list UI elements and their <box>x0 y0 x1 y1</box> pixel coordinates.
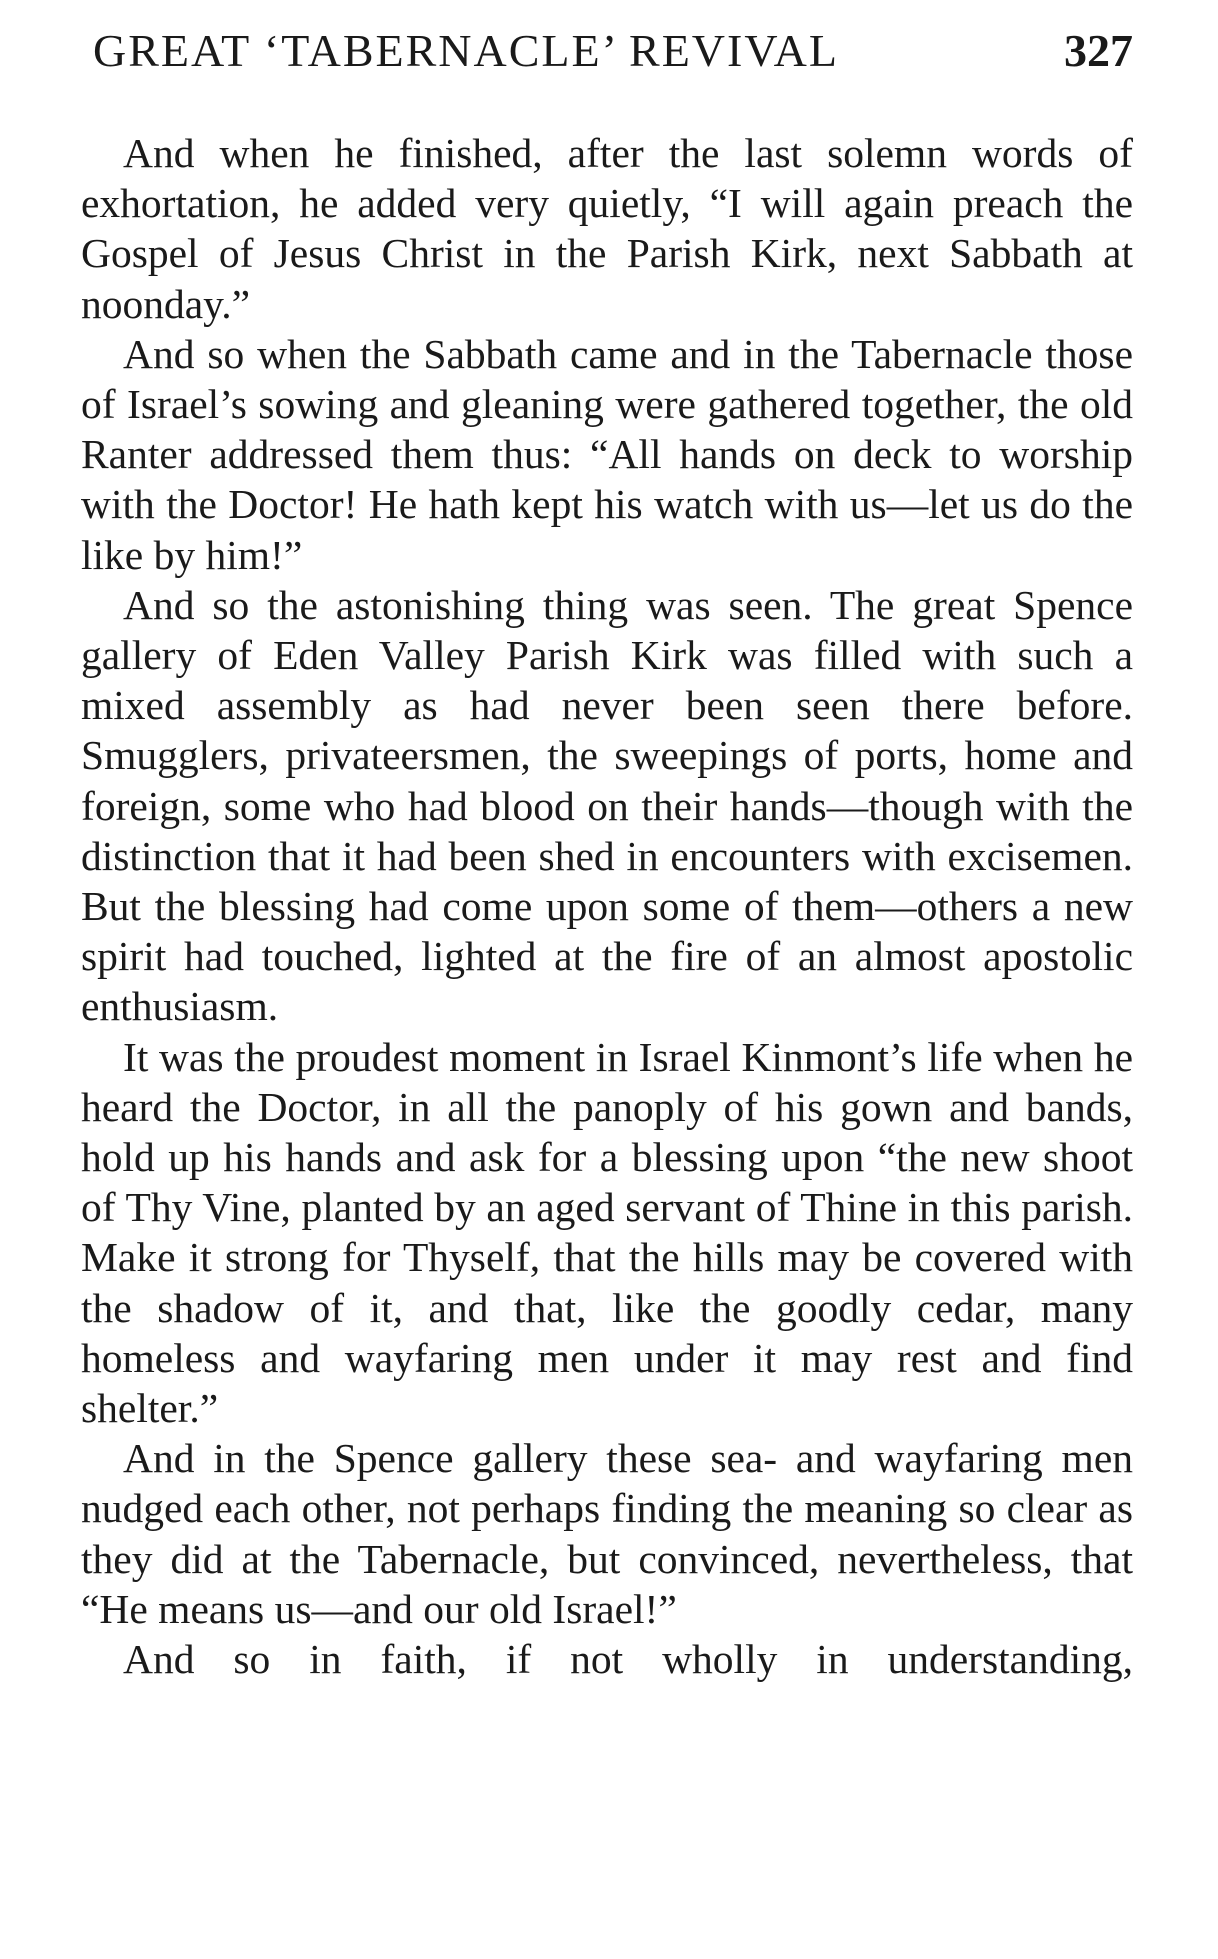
paragraph: And so in faith, if not wholly in understanding, <box>123 1636 1133 1683</box>
body-text <box>81 128 1133 1684</box>
paragraph: And when he finished, after the last solemn words of exhortation, he added very quietly, “I will again preach the Gospel of Jesus Christ in the Parish Kirk, next Sabbath at noonday.” <box>81 130 1133 327</box>
paragraph: It was the proudest moment in Israel Kinmont’s life when he heard the Doctor, in all the panoply of his gown and bands, hold up his hands and ask for a blessing upon “the new shoot of Thy Vine, planted by an aged servant of Thine in this parish. Make it strong for Thyself, that the hills may be covered with the shadow of it, and that, like the goodly cedar, many homeless and wayfaring men under it may rest and find shelter.” <box>81 1033 1133 1432</box>
paragraph: And in the Spence gallery these sea- and wayfaring men nudged each other, not perhaps finding the meaning so clear as they did at the Tabernacle, but convinced, nevertheless, that “He means us—and our old Israel!” <box>81 1435 1133 1632</box>
running-header <box>93 24 1133 94</box>
paragraph: And so when the Sabbath came and in the Tabernacle those of Israel’s sowing and gleaning were gathered together, the old Ranter addressed them thus: “All hands on deck to worship with the Doctor! He hath kept his watch with us—let us do the like by him!” <box>81 330 1133 578</box>
page-number: 327 <box>1064 25 1133 76</box>
running-title: GREAT ‘TABERNACLE’ REVIVAL <box>93 25 839 76</box>
paragraph: And so the astonishing thing was seen. The great Spence gallery of Eden Valley Parish Kirk was filled with such a mixed assembly as had never been seen there before. Smugglers, privateersmen, the sweepings of ports, home and foreign, some who had blood on their hands—though with the distinction that it had been shed in encounters with excisemen. But the blessing had come upon some of them—others a new spirit had touched, lighted at the fire of an almost apostolic enthusiasm. <box>81 581 1133 1030</box>
